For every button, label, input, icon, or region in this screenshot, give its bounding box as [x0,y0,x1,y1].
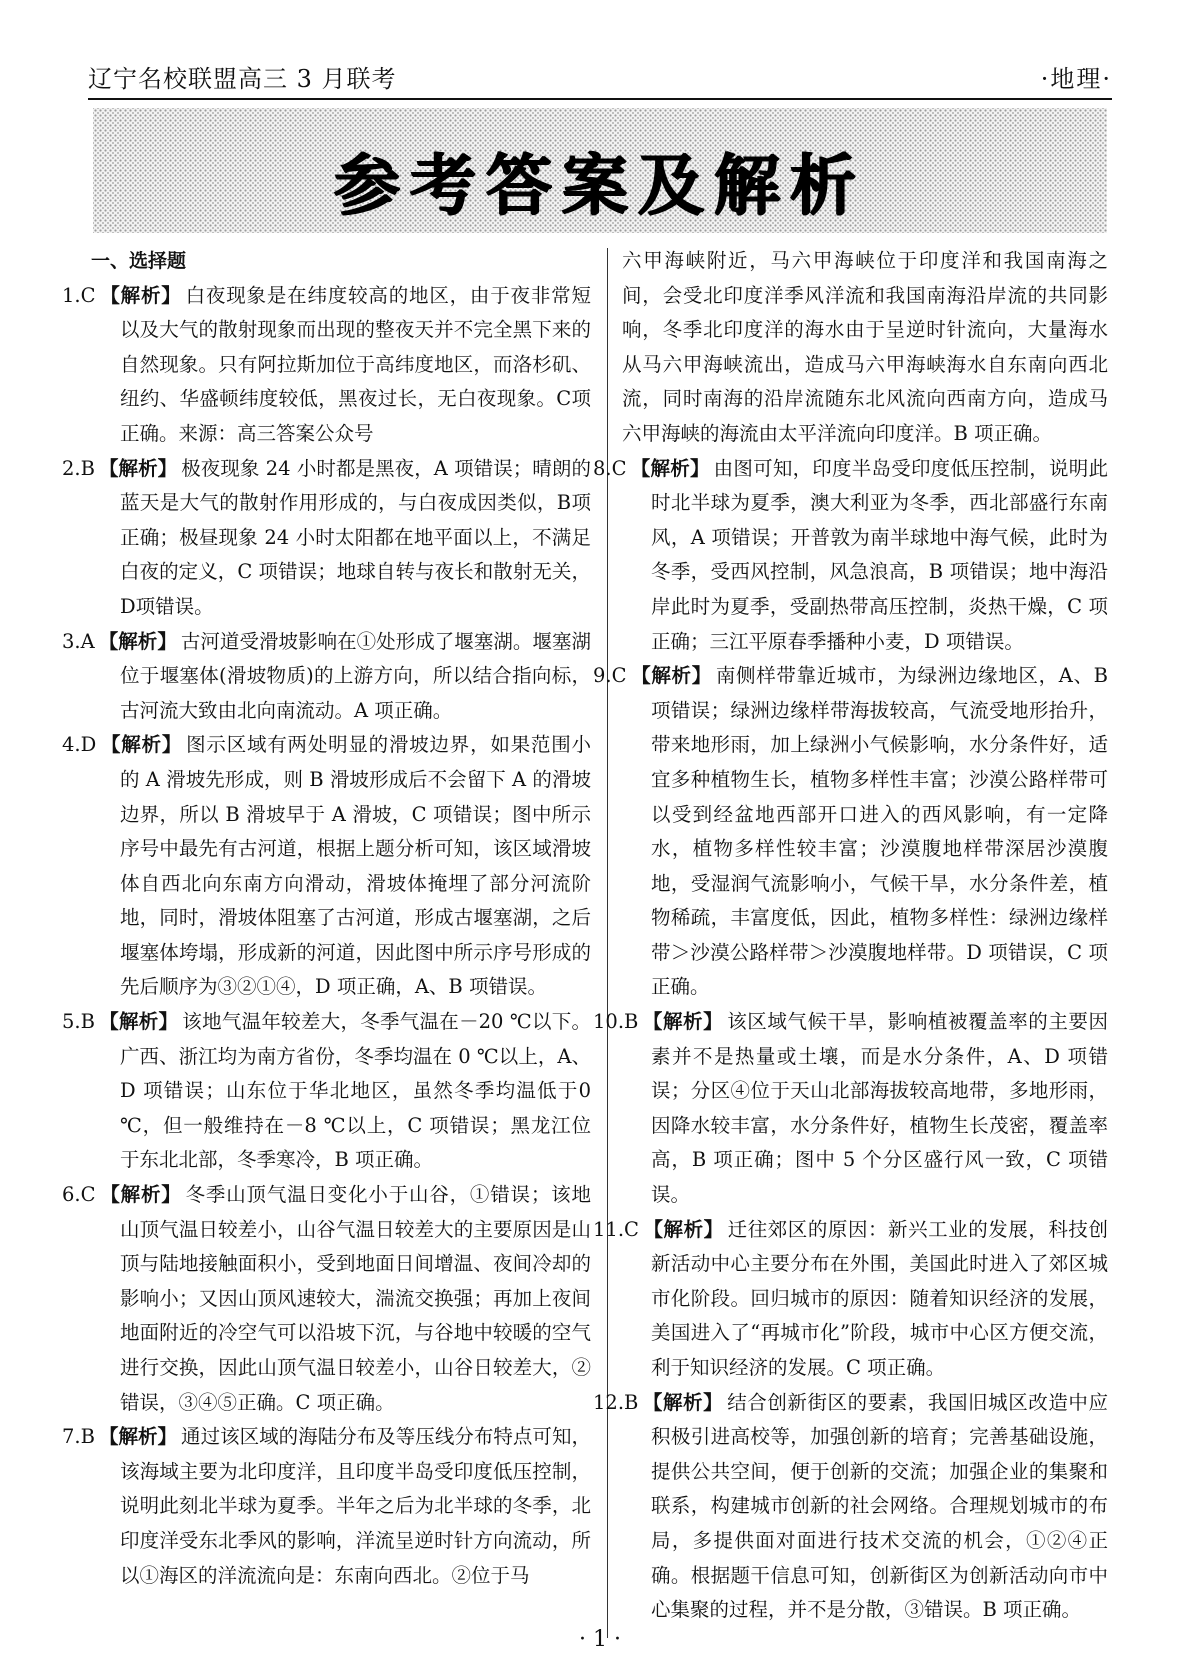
section-title: 一、选择题 [91,250,187,272]
answer-text: 南侧样带靠近城市，为绿洲边缘地区，A、B项错误；绿洲边缘样带海拔较高，气流受地形抬升，带来地形雨，加上绿洲小气候影响，水分条件好，适宜多种植物生长，植物多样性丰富；沙漠公路样带可以受到经盆地西部开口进入的西风影响，有一定降水，植物多样性较丰富；沙漠腹地样带深居沙漠腹地，受湿润气流影响小，气候干旱，水分条件差，植物稀疏，丰富度低，因此，植物多样性：绿洲边缘样带＞沙漠公路样带＞沙漠腹地样带。D 项错误，C 项正确。 [651,664,1108,999]
answer-number: 6.C [62,1183,96,1207]
answer-number: 8.C [593,456,627,480]
answer-text: 图示区域有两处明显的滑坡边界，如果范围小的 A 滑坡先形成，则 B 滑坡形成后不会留下 A 的滑坡边界，所以 B 滑坡早于 A 滑坡，C 项错误；图中所示序号中最先有古河道，根据上题分析可知，该区域滑坡体自西北向东南方向滑动，滑坡体掩埋了部分河流阶地，同时，滑坡体阻塞了古河道，形成古堰塞湖，之后堰塞体垮塌，形成新的河道，因此图中所示序号形成的先后顺序为③②①④，D 项正确，A、B 项错误。 [120,733,591,999]
answer-item-11 [593,1213,1108,1386]
analysis-tag: 【解析】 [98,1425,178,1449]
answer-item-9 [593,659,1108,1005]
analysis-tag: 【解析】 [100,733,183,757]
answer-text: 迁往郊区的原因：新兴工业的发展，科技创新活动中心主要分布在外围，美国此时进入了郊区城市化阶段。回归城市的原因：随着知识经济的发展，美国进入了“再城市化”阶段，城市中心区方便交流，利于知识经济的发展。C 项正确。 [651,1217,1108,1379]
exam-title: 辽宁名校联盟高三 3 月联考 [88,65,397,93]
left-column [62,244,591,1593]
answer-item-3 [62,625,591,729]
answer-text: 冬季山顶气温日变化小于山谷，①错误；该地山顶气温日较差小，山谷气温日较差大的主要原因是山顶与陆地接触面积小，受到地面日间增温、夜间冷却的影响小；又因山顶风速较大，湍流交换强；再加上夜间地面附近的冷空气可以沿坡下沉，与谷地中较暖的空气进行交换，因此山顶气温日较差小，山谷日较差大，②错误，③④⑤正确。C 项正确。 [120,1183,591,1414]
answer-number: 4.D [62,733,97,757]
answer-item-8 [593,452,1108,660]
answer-text-part-2: 六甲海峡附近，马六甲海峡位于印度洋和我国南海之间，会受北印度洋季风洋流和我国南海沿岸流的共同影响，冬季北印度洋的海水由于呈逆时针流向，大量海水从马六甲海峡流出，造成马六甲海峡海水自东南向西北流，同时南海的沿岸流随东北风流向西南方向，造成马六甲海峡的海流由太平洋流向印度洋。B 项正确。 [622,249,1108,445]
answer-item-7 [62,1420,591,1593]
analysis-tag: 【解析】 [98,456,178,480]
page-header [88,62,1112,100]
answer-text: 由图可知，印度半岛受印度低压控制，说明此时北半球为夏季，澳大利亚为冬季，西北部盛行东南风，A 项错误；开普敦为南半球地中海气候，此时为冬季，受西风控制，风急浪高，B 项错误；地中海沿岸此时为夏季，受副热带高压控制，炎热干燥，C 项正确；三江平原春季播种小麦，D 项错误。 [651,456,1108,653]
answer-number: 10.B [593,1010,639,1034]
page-number: · 1 · [579,1627,621,1652]
answer-item-6 [62,1178,591,1420]
answer-text: 该地气温年较差大，冬季气温在－20 ℃以下。广西、浙江均为南方省份，冬季均温在 0 ℃以上，A、D 项错误；山东位于华北地区，虽然冬季均温低于0 ℃，但一般维持在－8 ℃以上，C 项错误；黑龙江位于东北北部，冬季寒冷，B 项正确。 [120,1010,591,1172]
answer-number: 5.B [62,1010,95,1034]
answer-item-2 [62,452,591,625]
analysis-tag: 【解析】 [630,664,712,688]
answer-number: 7.B [62,1425,95,1449]
answer-text: 白夜现象是在纬度较高的地区，由于夜非常短以及大气的散射现象而出现的整夜天并不完全黑下来的自然现象。只有阿拉斯加位于高纬度地区，而洛杉矶、纽约、华盛顿纬度较低，黑夜过长，无白夜现象。C项正确。来源：高三答案公众号 [120,283,591,445]
answer-number: 11.C [593,1217,639,1241]
answer-text: 该区域气候干旱，影响植被覆盖率的主要因素并不是热量或土壤，而是水分条件，A、D 项错误；分区④位于天山北部海拔较高地带，多地形雨，因降水较丰富，水分条件好，植物生长茂密，覆盖率高，B 项正确；图中 5 个分区盛行风一致，C 项错误。 [651,1010,1108,1207]
answer-item-4 [62,728,591,1005]
analysis-tag: 【解析】 [99,1183,182,1207]
title-banner [93,108,1107,233]
answer-number: 9.C [593,664,627,688]
analysis-tag: 【解析】 [98,629,177,653]
answer-number: 12.B [593,1390,639,1414]
analysis-tag: 【解析】 [642,1390,724,1414]
answer-item-5 [62,1005,591,1178]
right-column [593,244,1108,1628]
answer-number: 1.C [62,283,96,307]
answer-number: 2.B [62,456,95,480]
answer-item-7-continued [622,244,1108,452]
analysis-tag: 【解析】 [630,456,710,480]
answer-item-1 [62,279,591,452]
answer-item-12 [593,1386,1108,1628]
document-title: 参考答案及解析 [334,147,866,224]
answer-text: 结合创新街区的要素，我国旧城区改造中应积极引进高校等，加强创新的培育；完善基础设施，提供公共空间，便于创新的交流；加强企业的集聚和联系，构建城市创新的社会网络。合理规划城市的布局，多提供面对面进行技术交流的机会，①②④正确。根据题干信息可知，创新街区为创新活动向市中心集聚的过程，并不是分散，③错误。B 项正确。 [651,1390,1108,1622]
analysis-tag: 【解析】 [642,1010,724,1034]
answer-item-10 [593,1005,1108,1213]
answer-text: 极夜现象 24 小时都是黑夜，A 项错误；晴朗的蓝天是大气的散射作用形成的，与白夜成因类似，B项正确；极昼现象 24 小时太阳都在地平面以上，不满足白夜的定义，C 项错误；地球自转与夜长和散射无关，D项错误。 [120,456,591,618]
subject-label: ·地理· [1040,65,1112,93]
analysis-tag: 【解析】 [642,1217,724,1241]
analysis-tag: 【解析】 [98,1010,179,1034]
answer-text: 古河道受滑坡影响在①处形成了堰塞湖。堰塞湖位于堰塞体(滑坡物质)的上游方向，所以结合指向标，古河流大致由北向南流动。A 项正确。 [120,629,591,722]
analysis-tag: 【解析】 [99,283,182,307]
answer-text-part-1: 通过该区域的海陆分布及等压线分布特点可知，该海域主要为北印度洋，且印度半岛受印度低压控制，说明此刻北半球为夏季。半年之后为北半球的冬季，北印度洋受东北季风的影响，洋流呈逆时针方向流动，所以①海区的洋流流向是：东南向西北。②位于马 [120,1425,591,1587]
answer-number: 3.A [62,629,95,653]
